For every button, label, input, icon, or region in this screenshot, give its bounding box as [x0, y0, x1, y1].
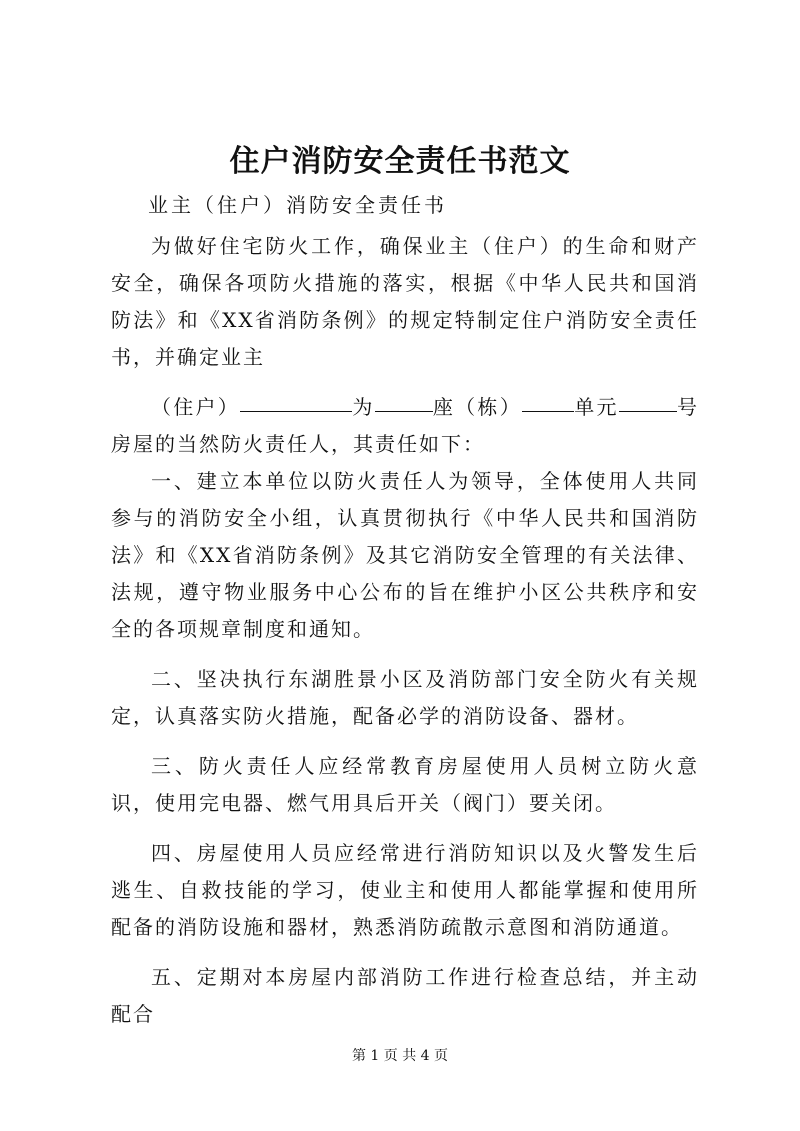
- clause-paragraph-3: 三、防火责任人应经常教育房屋使用人员树立防火意识，使用完电器、燃气用具后开关（阀门）要关闭。: [111, 754, 699, 815]
- resident-name-blank[interactable]: [240, 389, 352, 412]
- document-subtitle: 业主（住户）消防安全责任书: [148, 193, 447, 217]
- room-number-blank[interactable]: [619, 389, 677, 412]
- clause-paragraph-2: 二、坚决执行东湖胜景小区及消防部门安全防火有关规定，认真落实防火措施，配备必学的消防设备、器材。: [111, 667, 699, 728]
- clause-paragraph-1: 一、建立本单位以防火责任人为领导，全体使用人共同参与的消防安全小组，认真贯彻执行《中华人民共和国消防法》和《XX省消防条例》及其它消防安全管理的有关法律、法规，遵守物业服务中心公布的旨在维护小区公共秩序和安全的各项规章制度和通知。: [111, 469, 699, 641]
- clause-paragraph-4: 四、房屋使用人员应经常进行消防知识以及火警发生后逃生、自救技能的学习，使业主和使用人都能掌握和使用所配备的消防设施和器材，熟悉消防疏散示意图和消防通道。: [111, 841, 699, 939]
- page-number-footer: 第 1 页 共 4 页: [351, 1048, 449, 1064]
- intro-paragraph: 为做好住宅防火工作，确保业主（住户）的生命和财产安全，确保各项防火措施的落实，根据《中华人民共和国消防法》和《XX省消防条例》的规定特制定住户消防安全责任书，并确定业主: [111, 234, 699, 369]
- fill-in-paragraph: [111, 389, 699, 463]
- document-title: 住户消防安全责任书范文: [229, 144, 571, 179]
- unit-blank[interactable]: [522, 389, 574, 412]
- fill-text-2: 为: [352, 395, 375, 419]
- building-blank[interactable]: [375, 389, 433, 412]
- fill-text-3: 座（栋）: [432, 395, 522, 419]
- fill-text-4: 单元: [573, 395, 619, 419]
- clause-paragraph-5: 五、定期对本房屋内部消防工作进行检查总结，并主动配合: [111, 965, 699, 1026]
- fill-text-1: （住户）: [151, 395, 241, 419]
- document-body: [111, 228, 699, 1033]
- fill-text-5: 号房屋的当然防火责任人，其责任如下：: [111, 395, 700, 456]
